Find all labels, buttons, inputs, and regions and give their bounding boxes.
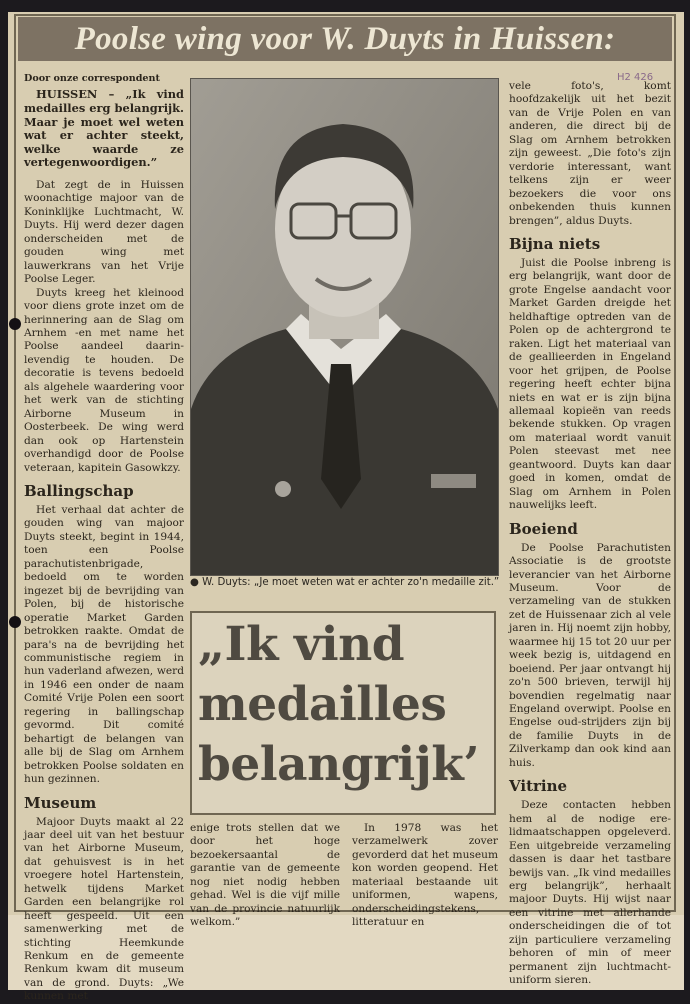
subheading-ballingschap: Ballingschap: [24, 481, 134, 500]
photo-caption: [190, 577, 500, 589]
subheading-vitrine: Vitrine: [509, 777, 568, 796]
pull-quote-line: „Ik vind: [198, 617, 405, 672]
paragraph: Deze contacten hebben hem al de nodige ere-lidmaatschappen opgeleverd. Een uitgebreide verzameling dassen is daar het tastbare bewijs van. „Ik vind medailles erg belangrijk”, herhaalt majoor Duyts. Hij wijst naar een vitrine met allerhande onderscheidingen die of tot zijn particuliere verzameling behoren of min of meer permanent zijn luchtmacht-uniform sieren.: [509, 799, 671, 987]
paragraph: Dat zegt de in Huissen woonachtige majoor van de Koninklijke Luchtmacht, W. Duyts. Hij werd dezer dagen onderscheiden met de gouden wing met lauwerkrans van het Vrije Poolse Leger.: [24, 179, 184, 286]
paragraph: De Poolse Parachutisten Associatie is de grootste leverancier van het Airborne Museum. Voor de verzameling van de stukken zet de Huissenaar zich al vele jaren in. Hij noemt zijn hobby, waarmee hij 15 tot 20 uur per week bezig is, uitdagend en boeiend. Per jaar ontvangt hij zo'n 500 brieven, terwijl hij bovendien regelmatig naar Engeland overwipt. Poolse en Engelse oud-strijders zijn bij de familie Duyts in de Zilverkamp dan ook kind aan huis.: [509, 541, 671, 769]
column-3: [509, 80, 671, 987]
subheading-bijna-niets: Bijna niets: [509, 234, 601, 253]
headline: Poolse wing voor W. Duyts in Huissen:: [18, 17, 672, 61]
paragraph: In 1978 was het verzamelwerk zover gevorderd dat het museum kon worden geopend. Het materiaal bestaande uit uniformen, wapens, onderscheidingstekens, litteratuur en: [352, 822, 498, 929]
paragraph: Majoor Duyts maakt al 22 jaar deel uit van het bestuur van het Airborne Museum, dat gehuisvest is in het vroegere hotel Hartenstein, hetwelk tijdens Market Garden een belangrijke rol heeft gespeeld. Uit een samenwerking met de stichting Heemkunde Renkum en de gemeente Renkum kwam dit museum van de grond. Duyts: „We kunnen met: [24, 815, 184, 1003]
subheading-boeiend: Boeiend: [509, 519, 578, 538]
paragraph: enige trots stellen dat we door het hoge bezoekersaantal de garantie van de gemeente nog niet nodig hebben gehad. Wel is die vijf mille van de provincie natuurlijk welkom.”: [190, 822, 340, 929]
punch-hole: [9, 616, 21, 628]
paragraph: Duyts kreeg het kleinood voor diens grote inzet om de herinnering aan de Slag om Arnhem -en met name het Poolse aandeel daarin- levendig te houden. De decoratie is tevens bedoeld als algehele waardering voor het werk van de stichting Airborne Museum in Oosterbeek. De wing werd dan ook op Hartenstein overhandigd door de Poolse veteraan, kapitein Gasowkzy.: [24, 286, 184, 474]
portrait-man-in-uniform: [191, 79, 498, 575]
lead-paragraph: HUISSEN – „Ik vind medailles erg belangrijk. Maar je moet wel weten wat er achter steekt, welke waarde ze vertegenwoordigen.”: [24, 87, 184, 170]
subheading-museum: Museum: [24, 793, 97, 812]
paragraph: Het verhaal dat achter de gouden wing van majoor Duyts steekt, begint in 1944, toen een Poolse parachutistenbrigade, bedoeld om te worden ingezet bij de bevrijding van Polen, bij de historische operatie Market Garden betrokken raakte. Omdat de para's na de bevrijding het communistische regiem in hun vaderland afwezen, werd in 1946 een onder de naam Comité Vrije Polen een soort regering in ballingschap gevormd. Dit comité behartigt de belangen van alle bij de Slag om Arnhem betrokken Poolse soldaten en hun gezinnen.: [24, 503, 184, 786]
caption-text: W. Duyts: „Je moet weten wat er achter zo'n medaille zit.”: [202, 577, 500, 588]
archive-stamp: H2 426: [617, 72, 654, 83]
pull-quote-line: belangrijk’: [198, 737, 480, 792]
paragraph: Juist die Poolse inbreng is erg belangrijk, want door de grote Engelse aandacht voor Market Garden dreigde het heldhaftige optreden van de Polen op de achtergrond te raken. Ligt het materiaal van de geallieerden in Engeland voor het grijpen, de Poolse regering heeft echter bijna niets en wat er is zijn bijna allemaal kopieën van reeds bekende stukken. Op vragen om materiaal wordt vanuit Polen steevast met nee geantwoord. Duyts kan daar goed in komen, omdat de Slag om Arnhem in Polen nauwelijks leeft.: [509, 256, 671, 512]
pull-quote: [198, 615, 479, 795]
column-1: [24, 72, 184, 1003]
punch-hole: [9, 318, 21, 330]
paragraph: vele foto's, komt hoofdzakelijk uit het bezit van de Vrije Polen en van anderen, die direct bij de Slag om Arnhem betrokken zijn geweest. „Die foto's zijn verdorie interessant, want telkens zijn er weer bezoekers die voor ons onbekenden thuis kunnen brengen”, aldus Duyts.: [509, 80, 671, 227]
bottom-column-2: [352, 822, 498, 929]
byline: Door onze correspondent: [24, 73, 160, 84]
portrait-photo: [190, 78, 499, 576]
bullet-icon: ●: [190, 577, 199, 588]
pull-quote-line: medailles: [198, 677, 447, 732]
bottom-column-1: [190, 822, 340, 929]
pull-quote-box: [190, 611, 496, 815]
